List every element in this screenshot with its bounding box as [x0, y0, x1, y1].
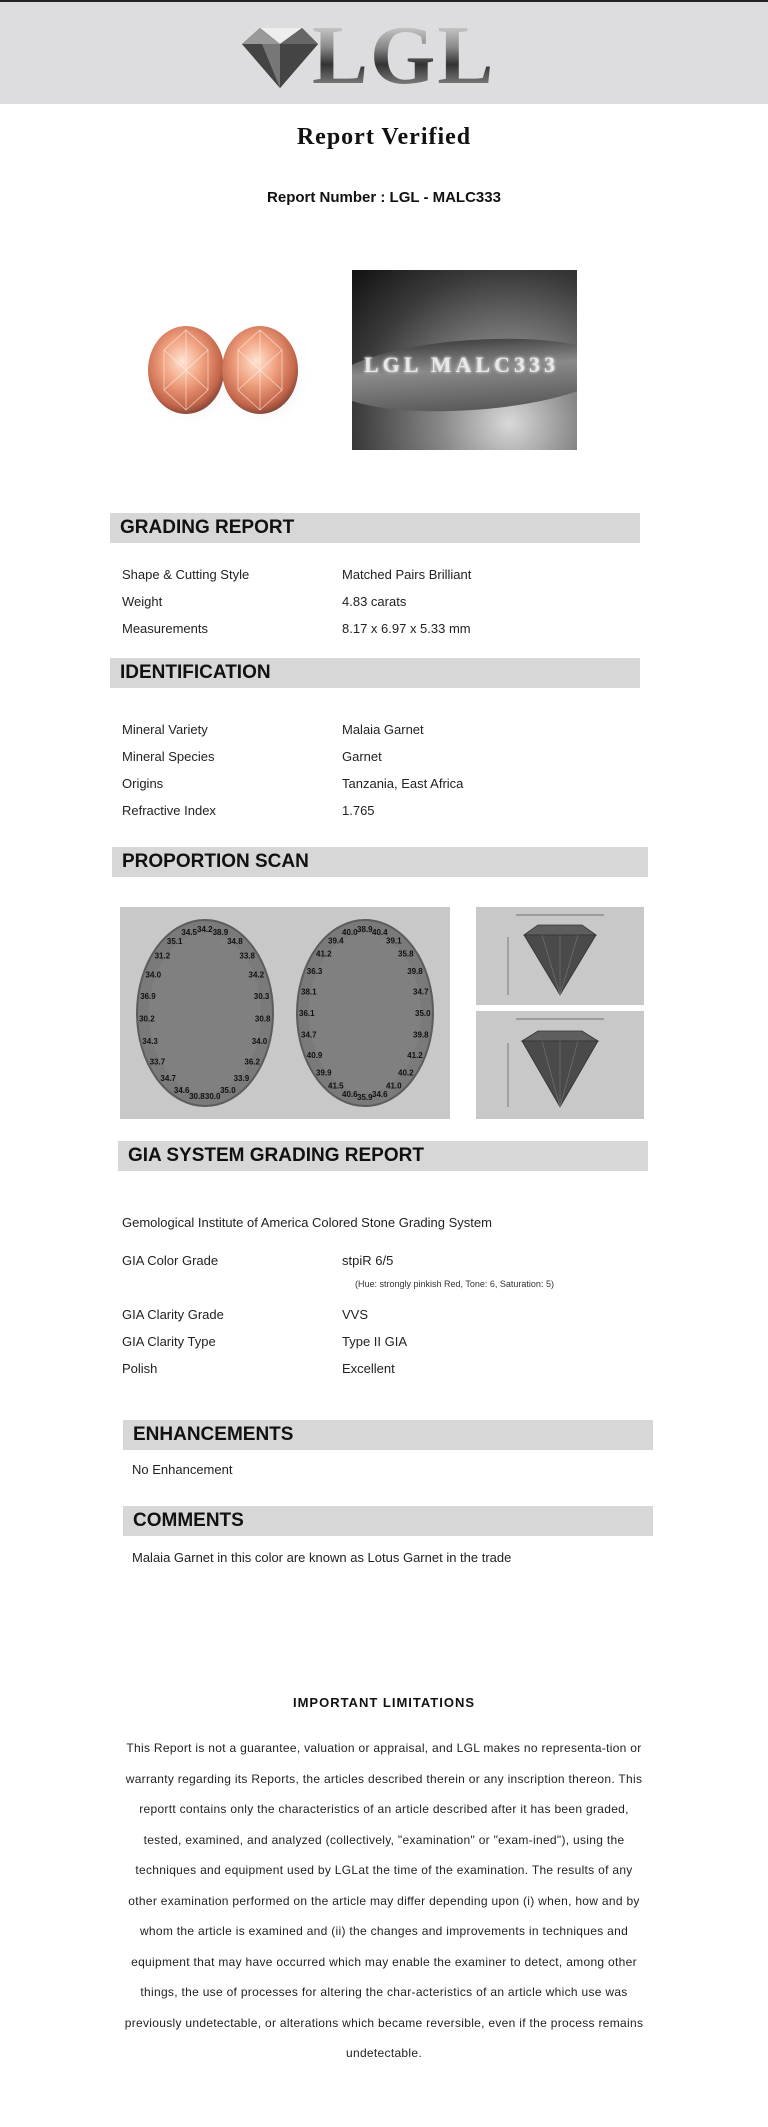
limitations-heading: IMPORTANT LIMITATIONS	[292, 1695, 476, 1710]
row-value: 1.765	[342, 803, 375, 818]
proportion-reading: 30.2	[139, 1014, 155, 1024]
proportion-reading: 35.1	[166, 937, 183, 947]
row-label: GIA Clarity Type	[122, 1334, 216, 1349]
comments-text: Malaia Garnet in this color are known as Lotus Garnet in the trade	[132, 1550, 512, 1565]
proportion-reading: 30.3	[253, 991, 270, 1001]
row-value: Type II GIA	[342, 1334, 408, 1349]
proportion-reading: 36.2	[244, 1057, 260, 1067]
proportion-reading: 34.5	[181, 928, 197, 938]
header-band	[0, 0, 768, 104]
proportion-reading: 33.8	[239, 951, 255, 961]
proportion-reading: 31.2	[154, 951, 171, 961]
proportion-reading: 34.2	[248, 970, 265, 980]
proportion-reading: 40.2	[398, 1068, 414, 1078]
proportion-reading: 36.3	[306, 967, 323, 976]
proportion-reading: 35.8	[398, 949, 414, 959]
proportion-reading: 34.8	[227, 937, 243, 947]
row-label: GIA Clarity Grade	[122, 1307, 224, 1322]
gia-system-name: Gemological Institute of America Colored Stone Grading System	[122, 1215, 492, 1230]
proportion-reading: 39.8	[413, 1030, 429, 1040]
proportion-reading: 35.0	[220, 1086, 236, 1095]
proportion-reading: 34.6	[372, 1090, 388, 1100]
row-value: 8.17 x 6.97 x 5.33 mm	[342, 621, 471, 636]
row-label: Polish	[122, 1361, 158, 1376]
diamond-logo-icon	[232, 22, 322, 92]
row-label: Weight	[122, 594, 163, 609]
logo-text: LGL	[312, 9, 496, 102]
proportion-reading: 34.0	[251, 1037, 268, 1047]
proportion-reading: 30.8	[189, 1092, 205, 1102]
proportion-scan-heading: PROPORTION SCAN	[112, 847, 648, 877]
proportion-reading: 36.1	[299, 1009, 315, 1018]
proportion-reading: 38.9	[357, 925, 373, 934]
proportion-reading: 41.2	[407, 1051, 423, 1060]
row-value: stpiR 6/5	[342, 1253, 394, 1268]
proportion-reading: 39.4	[328, 936, 344, 946]
proportion-reading: 38.1	[301, 987, 317, 997]
proportion-reading: 38.9	[212, 928, 229, 938]
row-value: Excellent	[342, 1361, 395, 1376]
proportion-reading: 30.8	[254, 1014, 271, 1024]
proportion-reading: 39.1	[386, 936, 402, 946]
enhancements-text: No Enhancement	[132, 1462, 233, 1477]
row-label: Measurements	[122, 621, 208, 636]
comments-heading: COMMENTS	[123, 1506, 653, 1536]
row-label: Mineral Species	[122, 749, 215, 764]
row-value: Garnet	[342, 749, 382, 764]
proportion-reading: 39.9	[316, 1068, 332, 1078]
proportion-scan-top-view	[120, 907, 450, 1119]
proportion-reading: 35.0	[415, 1009, 431, 1018]
enhancements-heading: ENHANCEMENTS	[123, 1420, 653, 1450]
color-grade-note: (Hue: strongly pinkish Red, Tone: 6, Saturation: 5)	[355, 1279, 554, 1289]
row-value: Tanzania, East Africa	[342, 776, 464, 791]
row-value: VVS	[342, 1307, 369, 1322]
proportion-reading: 30.0	[204, 1092, 221, 1102]
proportion-reading: 40.4	[372, 927, 388, 937]
proportion-reading: 39.8	[407, 967, 423, 976]
proportion-scan-side-view-2	[476, 1011, 644, 1119]
gem-pair-photo	[134, 270, 324, 456]
row-value: Matched Pairs Brilliant	[342, 567, 472, 582]
proportion-reading: 34.6	[173, 1086, 190, 1095]
proportion-reading: 33.9	[233, 1074, 250, 1084]
report-number: Report Number : LGL - MALC333	[267, 189, 501, 206]
row-value: 4.83 carats	[342, 594, 407, 609]
proportion-reading: 41.5	[328, 1081, 344, 1091]
row-label: Shape & Cutting Style	[122, 567, 250, 582]
proportion-scan-side-view-1	[476, 907, 644, 1005]
inscription-photo	[352, 270, 577, 450]
row-label: Origins	[122, 776, 164, 791]
row-value: Malaia Garnet	[342, 722, 424, 737]
gia-report-heading: GIA SYSTEM GRADING REPORT	[118, 1141, 648, 1171]
proportion-reading: 34.7	[413, 987, 429, 997]
proportion-reading: 34.7	[160, 1074, 176, 1084]
proportion-reading: 34.7	[301, 1030, 317, 1040]
proportion-reading: 41.0	[386, 1081, 402, 1091]
row-label: Refractive Index	[122, 803, 216, 818]
proportion-reading: 40.9	[306, 1051, 323, 1060]
row-label: GIA Color Grade	[122, 1253, 219, 1268]
page-title: Report Verified	[296, 124, 472, 150]
proportion-reading: 41.2	[316, 949, 332, 959]
inscription-text: LGL MALC333	[364, 352, 559, 377]
proportion-reading: 34.2	[197, 925, 213, 934]
proportion-reading: 33.7	[149, 1057, 166, 1067]
proportion-reading: 36.9	[140, 991, 156, 1001]
proportion-reading: 34.0	[145, 970, 162, 980]
row-label: Mineral Variety	[122, 722, 208, 737]
limitations-text: This Report is not a guarantee, valuation or appraisal, and LGL makes no representa-tion or warranty regarding its Reports, the articles described therein or any inscription thereon. This reportt contains only the characteristics of an article described after it has been graded, tested, examined, and analyzed (collectively, "examination" or "exam-ined"), using the techniques and equipment used by LGLat the time of the examination. The results of any other examination performed on the article may differ depending upon (i) when, how and by whom the article is examined and (ii) the changes and improvements in techniques and equipment that may have occurred which may enable the examiner to detect, among other things, the use of processes for altering the char-acteristics of an article which use was previously undetectable, or alterations which became reversible, even if the process remains undetectable.	[124, 1741, 644, 2060]
proportion-reading: 40.0	[342, 927, 358, 937]
proportion-reading: 40.6	[342, 1090, 358, 1100]
proportion-reading: 34.3	[142, 1037, 158, 1047]
lgl-logo[interactable]	[232, 9, 496, 102]
proportion-reading: 35.9	[357, 1093, 373, 1102]
grading-report-heading: GRADING REPORT	[110, 513, 640, 543]
identification-heading: IDENTIFICATION	[110, 658, 640, 688]
